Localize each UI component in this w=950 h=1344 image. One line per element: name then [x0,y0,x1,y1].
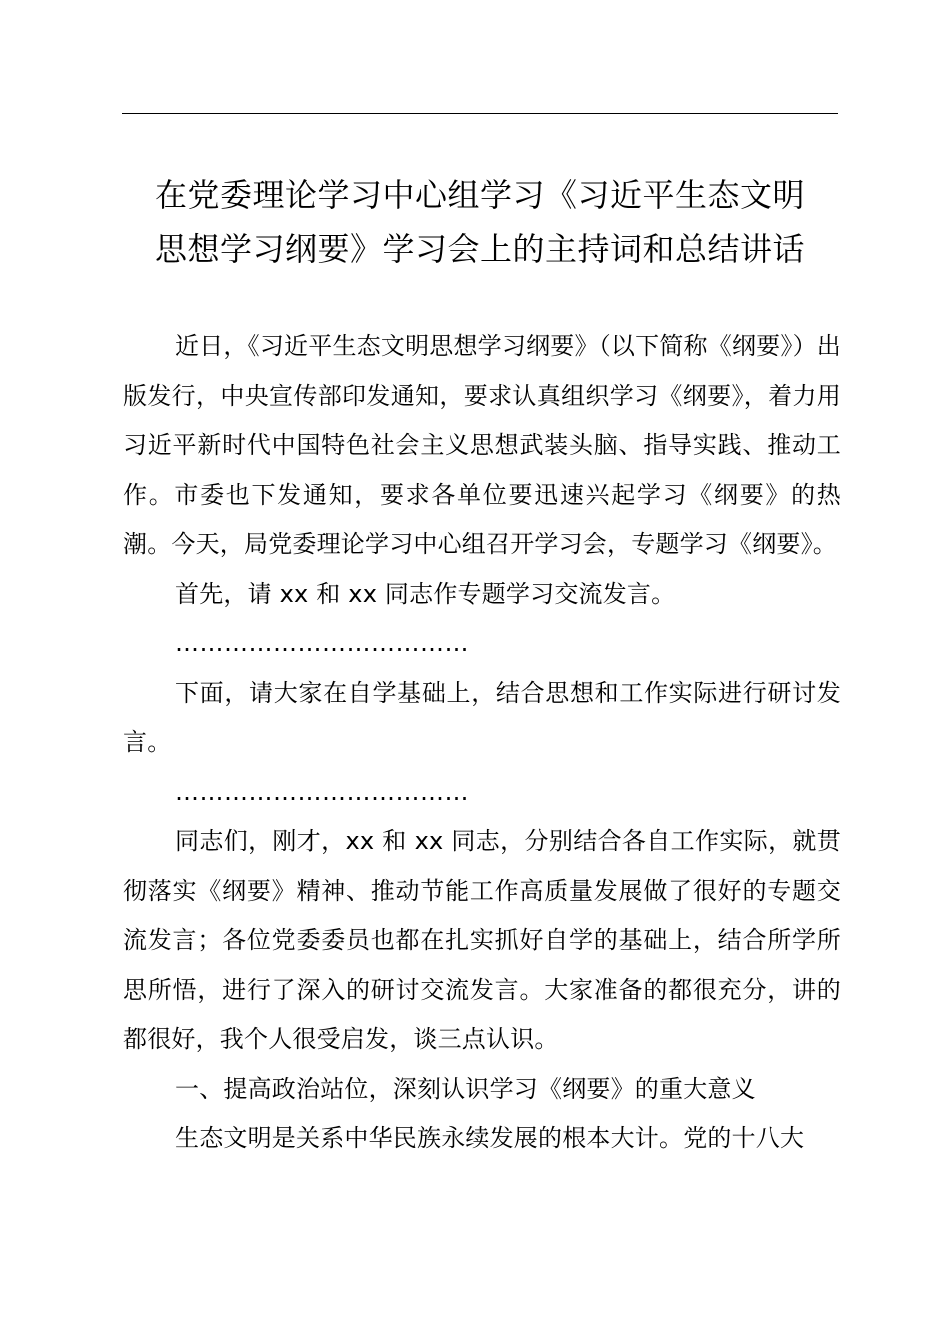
ellipsis-separator-2 [123,768,841,818]
paragraph-intro: 近日，《习近平生态文明思想学习纲要》（以下简称《纲要》）出版发行，中央宣传部印发通知，要求认真组织学习《纲要》，着力用习近平新时代中国特色社会主义思想武装头脑、指导实践、推动工作。市委也下发通知，要求各单位要迅速兴起学习《纲要》的热潮。今天，局党委理论学习中心组召开学习会，专题学习《纲要》。 [123,332,841,558]
ellipsis-dots-2: ……………………………… [175,777,469,806]
section-heading-1: 一、提高政治站位，深刻认识学习《纲要》的重大意义 [175,1074,756,1103]
title-line-2: 思想学习纲要》学习会上的主持词和总结讲话 [154,230,805,268]
paragraph-summary: 同志们，刚才，xx 和 xx 同志，分别结合各自工作实际，就贯彻落实《纲要》精神、推动节能工作高质量发展做了很好的专题交流发言；各位党委委员也都在扎实抓好自学的基础上，结合所学所思所悟，进行了深入的研讨交流发言。大家准备的都很充分，讲的都很好，我个人很受启发，谈三点认识。 [123,827,841,1053]
paragraph-first-speakers: 首先，请 xx 和 xx 同志作专题学习交流发言。 [175,579,676,608]
ellipsis-dots-1: ……………………………… [175,629,469,657]
ellipsis-separator-1 [123,619,841,669]
paragraph-section-1-start: 生态文明是关系中华民族永续发展的根本大计。党的十八大 [175,1124,805,1152]
document-body [123,322,841,1164]
document-title [110,168,850,276]
title-line-1: 在党委理论学习中心组学习《习近平生态文明 [154,176,805,214]
header-rule [122,113,838,114]
paragraph-discussion: 下面，请大家在自学基础上，结合思想和工作实际进行研讨发言。 [123,678,841,756]
